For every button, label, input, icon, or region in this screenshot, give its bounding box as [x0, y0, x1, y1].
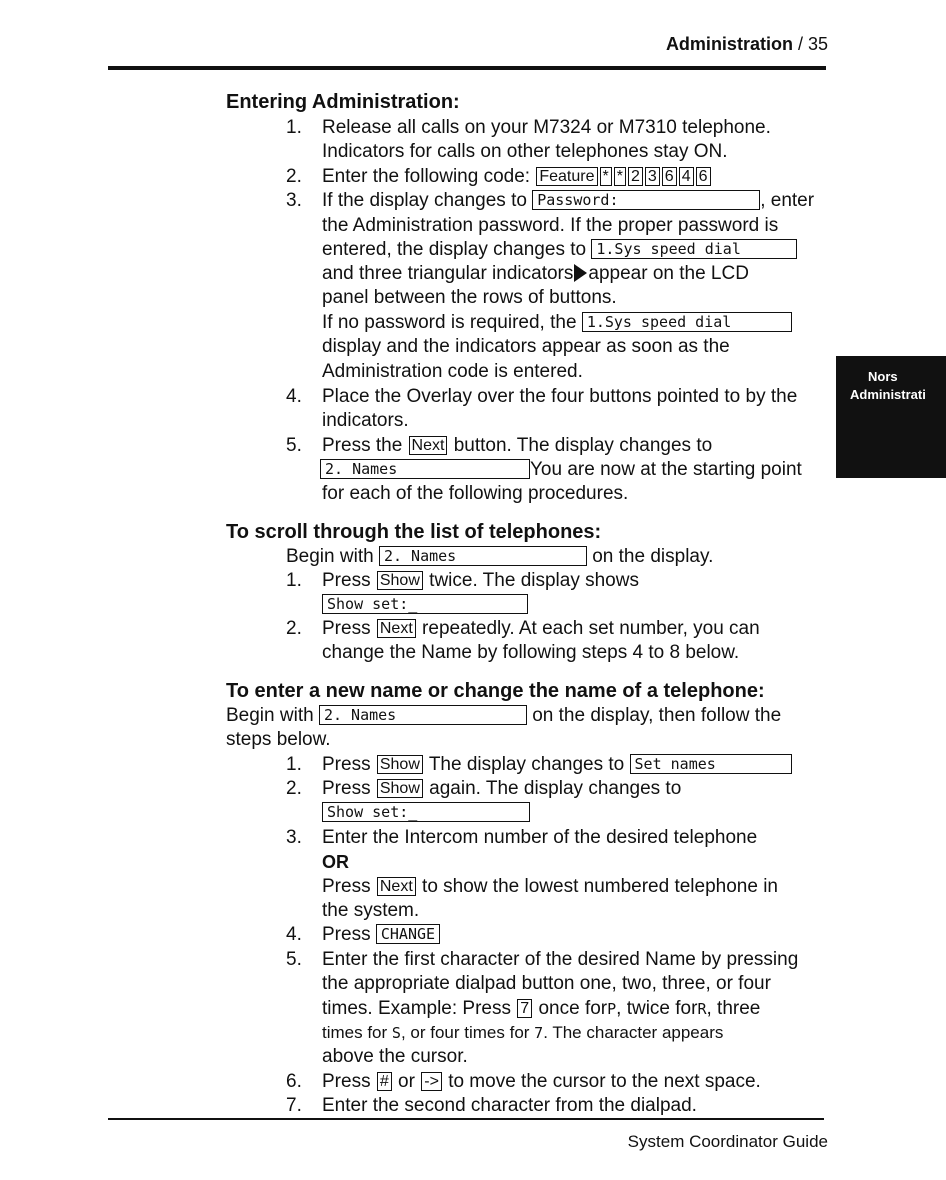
- step-label: You are now at the starting point: [530, 459, 802, 480]
- digit-key: 2: [628, 167, 643, 186]
- page-header: [666, 34, 828, 55]
- step-text: steps below.: [226, 729, 331, 750]
- heading-enter-new-name: To enter a new name or change the name of a telephone:: [226, 680, 765, 702]
- step-text: Release all calls on your M7324 or M7310 telephone.: [322, 117, 771, 138]
- step-label: entered, the display changes to: [322, 239, 587, 260]
- step-number: 4.: [286, 924, 302, 945]
- step-label: , enter: [760, 190, 815, 211]
- step-text: for each of the following procedures.: [322, 483, 629, 504]
- step-number: 2.: [286, 618, 302, 639]
- digit-key: 4: [679, 167, 694, 186]
- or-label: [322, 850, 349, 875]
- triangle-indicator-icon: [574, 264, 587, 282]
- next-key: Next: [377, 619, 416, 638]
- step-text: [322, 165, 712, 189]
- step-label: , three: [706, 998, 761, 1019]
- page-footer: System Coordinator Guide: [627, 1132, 828, 1151]
- step-text: [322, 1021, 723, 1045]
- step-label: times for: [322, 1023, 388, 1042]
- step-text: display and the indicators appear as soon as the: [322, 336, 730, 357]
- lcd-display-password: Password:: [532, 190, 760, 210]
- step-text: [226, 704, 781, 728]
- step-label: Press: [322, 876, 371, 897]
- step-text: [320, 458, 802, 482]
- show-key: Show: [377, 571, 423, 590]
- step-label: appear on the LCD: [588, 263, 749, 284]
- step-label: again. The display changes to: [429, 778, 682, 799]
- heading-entering-admin: Entering Administration:: [226, 91, 460, 113]
- change-key: CHANGE: [376, 924, 440, 944]
- lcd-display-sys-speed-dial: 1.Sys speed dial: [582, 312, 792, 332]
- step-number: 1.: [286, 117, 302, 138]
- lcd-display-show-set: Show set:_: [322, 594, 528, 614]
- step-number: 7.: [286, 1095, 302, 1116]
- step-text: above the cursor.: [322, 1046, 468, 1067]
- lcd-display-show-set: Show set:_: [322, 802, 530, 822]
- dialpad-7-key: 7: [517, 999, 532, 1018]
- char-sample: P: [607, 1000, 617, 1018]
- code-sequence: [535, 166, 711, 187]
- step-text: Indicators for calls on other telephones stay ON.: [322, 141, 728, 162]
- step-text: [322, 189, 814, 213]
- step-label: Press: [322, 778, 371, 799]
- step-text: [322, 875, 778, 899]
- step-text: change the Name by following steps 4 to 8 below.: [322, 642, 740, 663]
- step-number: 3.: [286, 827, 302, 848]
- step-text: [322, 997, 760, 1021]
- step-label: Enter the following code:: [322, 166, 531, 187]
- step-label: Press: [322, 618, 371, 639]
- star-key: *: [614, 167, 626, 186]
- feature-key: Feature: [536, 167, 597, 186]
- step-text: Enter the first character of the desired Name by pressing: [322, 949, 799, 970]
- step-label: times. Example: Press: [322, 998, 511, 1019]
- step-text: Enter the Intercom number of the desired telephone: [322, 827, 758, 848]
- step-text: Enter the second character from the dialpad.: [322, 1095, 697, 1116]
- step-label: Begin with: [226, 705, 314, 726]
- step-label: Press: [322, 754, 371, 775]
- step-label: Press the: [322, 435, 403, 456]
- step-label: Begin with: [286, 546, 374, 567]
- show-key: Show: [377, 755, 423, 774]
- step-label: . The character appears: [543, 1023, 724, 1042]
- step-label: repeatedly. At each set number, you can: [422, 618, 760, 639]
- char-sample: R: [697, 1000, 707, 1018]
- step-text: [322, 311, 792, 335]
- step-text: [322, 753, 792, 777]
- step-number: 5.: [286, 435, 302, 456]
- next-key: Next: [409, 436, 448, 455]
- step-text: panel between the rows of buttons.: [322, 287, 617, 308]
- star-key: *: [600, 167, 612, 186]
- step-label: once for: [538, 998, 608, 1019]
- header-page-number: / 35: [797, 34, 828, 54]
- step-number: 6.: [286, 1071, 302, 1092]
- step-text: [322, 434, 712, 458]
- step-text: [322, 801, 530, 825]
- step-text: indicators.: [322, 410, 409, 431]
- step-text: Administration code is entered.: [322, 361, 583, 382]
- lcd-display-set-names: Set names: [630, 754, 792, 774]
- step-label: , twice for: [616, 998, 698, 1019]
- step-text: [322, 238, 797, 262]
- lcd-display-names: 2. Names: [320, 459, 530, 479]
- step-text: [322, 262, 749, 286]
- or-text: OR: [322, 852, 349, 872]
- step-number: 1.: [286, 754, 302, 775]
- step-number: 2.: [286, 166, 302, 187]
- char-sample: S: [391, 1024, 401, 1042]
- step-label: on the display.: [592, 546, 714, 567]
- next-key: Next: [377, 877, 416, 896]
- step-label: If no password is required, the: [322, 312, 577, 333]
- step-label: to move the cursor to the next space.: [448, 1071, 761, 1092]
- step-text: [322, 1070, 761, 1094]
- step-text: [322, 923, 440, 947]
- step-text: [286, 545, 713, 569]
- step-label: , or four times for: [400, 1023, 530, 1042]
- step-label: twice. The display shows: [429, 570, 639, 591]
- step-text: the system.: [322, 900, 420, 921]
- digit-key: 6: [662, 167, 677, 186]
- step-label: Press: [322, 1071, 371, 1092]
- lcd-display-names: 2. Names: [319, 705, 527, 725]
- step-text: [322, 593, 528, 617]
- step-label: to show the lowest numbered telephone in: [422, 876, 778, 897]
- header-rule: [108, 66, 826, 70]
- step-number: 5.: [286, 949, 302, 970]
- step-text: [322, 777, 681, 801]
- header-section: Administration: [665, 34, 793, 54]
- step-number: 3.: [286, 190, 302, 211]
- step-text: [322, 617, 760, 641]
- show-key: Show: [377, 779, 423, 798]
- heading-scroll-telephones: To scroll through the list of telephones:: [226, 521, 602, 543]
- lcd-display-sys-speed-dial: 1.Sys speed dial: [591, 239, 797, 259]
- section-tab: [836, 356, 946, 478]
- step-label: Press: [322, 924, 371, 945]
- step-label: and three triangular indicators: [322, 263, 574, 284]
- step-label: Press: [322, 570, 371, 591]
- step-number: 4.: [286, 386, 302, 407]
- section-tab-line2: Administrati: [850, 387, 926, 402]
- step-number: 2.: [286, 778, 302, 799]
- step-text: [322, 569, 639, 593]
- arrow-key: ->: [421, 1072, 442, 1091]
- step-label: The display changes to: [428, 754, 625, 775]
- lcd-display-names: 2. Names: [379, 546, 587, 566]
- step-text: Place the Overlay over the four buttons pointed to by the: [322, 386, 798, 407]
- step-label: If the display changes to: [322, 190, 527, 211]
- step-number: 1.: [286, 570, 302, 591]
- step-label: on the display, then follow the: [532, 705, 782, 726]
- char-sample: 7: [534, 1024, 544, 1042]
- digit-key: 6: [696, 167, 711, 186]
- digit-key: 3: [645, 167, 660, 186]
- step-text: the appropriate dialpad button one, two, three, or four: [322, 973, 771, 994]
- footer-rule: [108, 1118, 824, 1120]
- step-label: or: [398, 1071, 415, 1092]
- step-label: button. The display changes to: [453, 435, 713, 456]
- hash-key: #: [377, 1072, 392, 1091]
- step-text: the Administration password. If the proper password is: [322, 215, 779, 236]
- section-tab-line1: Nors: [868, 369, 898, 384]
